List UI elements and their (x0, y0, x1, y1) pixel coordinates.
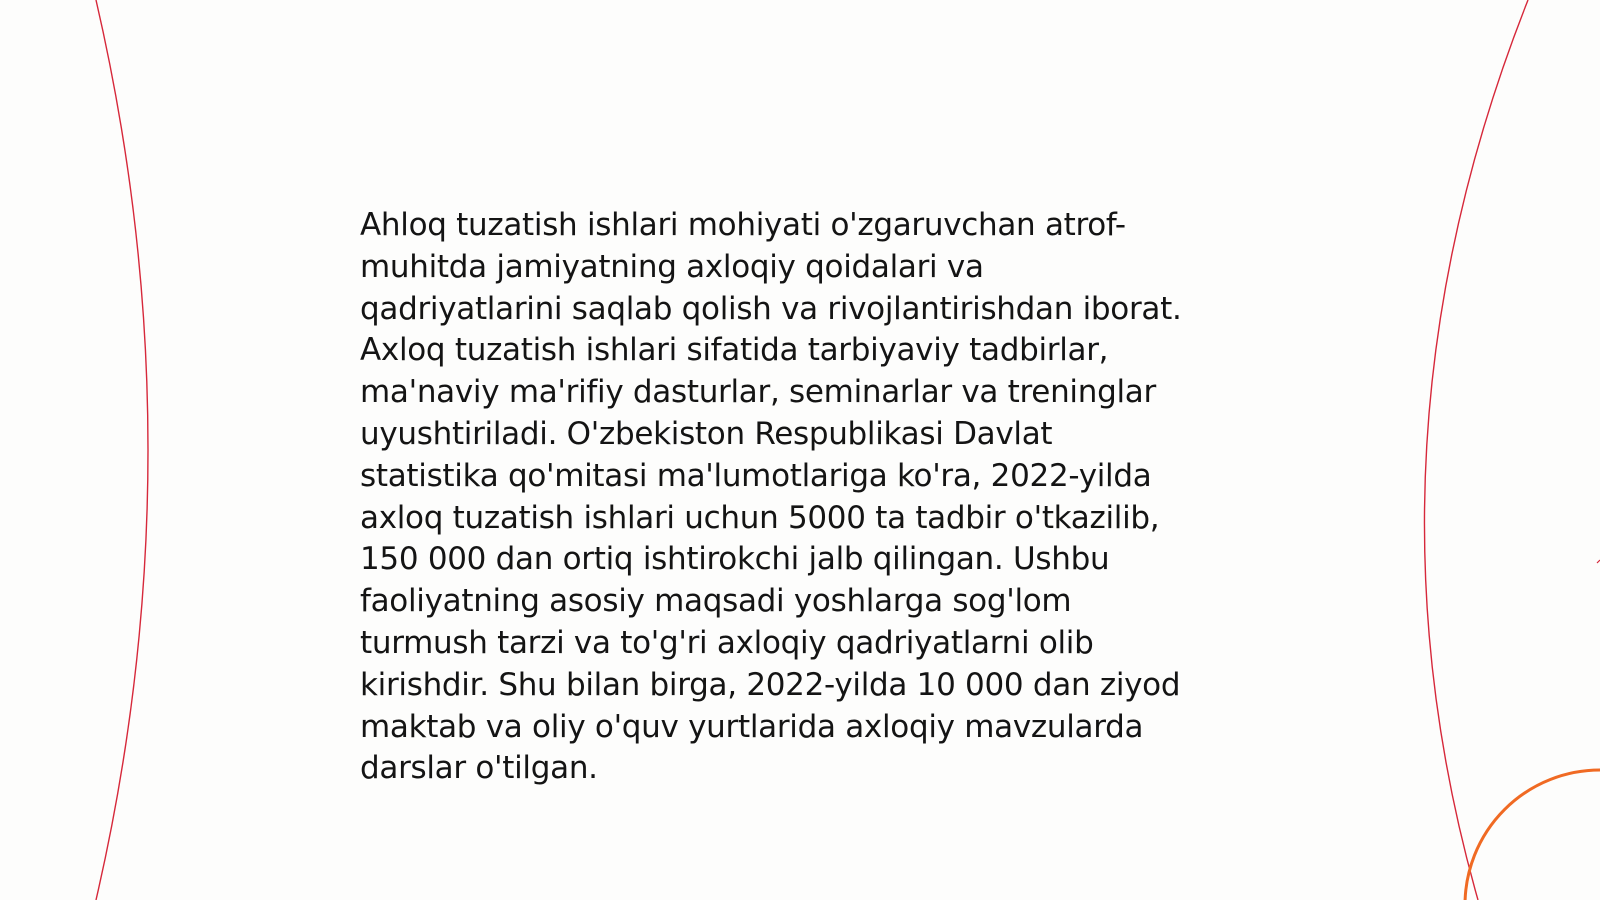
left-arc (96, 0, 148, 900)
right-arc (1424, 0, 1528, 900)
main-paragraph: Ahloq tuzatish ishlari mohiyati o'zgaruvchan atrof- muhitda jamiyatning axloqiy qoidalari va qadriyatlarini saqlab qolish va rivojlantirishdan iborat. Axloq tuzatish ishlari sifatida tarbiyaviy tadbirlar, ma'naviy ma'rifiy dasturlar, seminarlar va treninglar uyushtiriladi. O'zbekiston Respublikasi Davlat statistika qo'mitasi ma'lumotlariga ko'ra, 2022-yilda axloq tuzatish ishlari uchun 5000 ta tadbir o'tkazilib, 150 000 dan ortiq ishtirokchi jalb qilingan. Ushbu faoliyatning asosiy maqsadi yoshlarga sog'lom turmush tarzi va to'g'ri axloqiy qadriyatlarni olib kirishdir. Shu bilan birga, 2022-yilda 10 000 dan ziyod maktab va oliy o'quv yurtlarida axloqiy mavzularda darslar o'tilgan. (360, 207, 1182, 787)
orange-circle-arc (1465, 770, 1600, 900)
